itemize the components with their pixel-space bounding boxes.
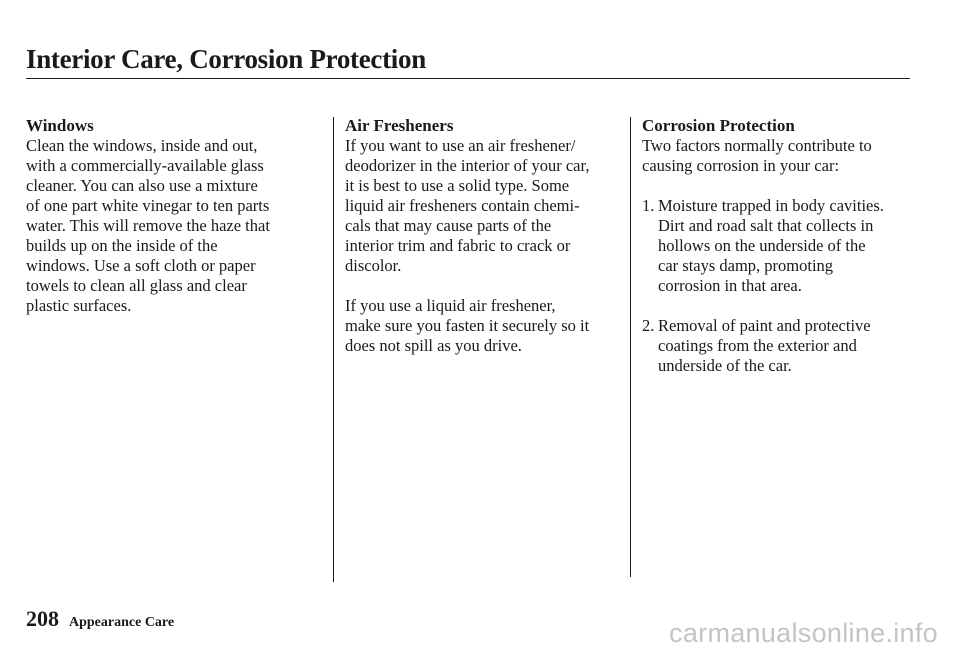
air-fresheners-paragraph-1: If you want to use an air freshener/ deodorizer in the interior of your car, it is best to use a solid type. Some liquid air fresheners contain chemi- cals that may cause parts of the interior trim and fabric to crack or discolor. [345,136,590,275]
corrosion-protection-section [642,115,922,396]
air-fresheners-paragraph-2: If you use a liquid air freshener, make sure you fasten it securely so it does not spill as you drive. [345,296,590,355]
corrosion-factors-list [642,196,922,376]
windows-heading: Windows [26,116,94,135]
title-divider [26,78,910,79]
section-name: Appearance Care [69,615,175,630]
watermark: carmanualsonline.info [669,618,938,648]
list-item [642,196,922,296]
column-divider-1 [333,117,334,582]
list-item-text: Moisture trapped in body cavities. Dirt and road salt that collects in hollows on the underside of the car stays damp, promoting corrosion in that area. [658,196,884,295]
air-fresheners-section [345,115,627,356]
page-footer [26,606,174,632]
column-divider-2 [630,117,631,577]
windows-section [26,115,326,316]
windows-paragraph: Clean the windows, inside and out, with a commercially-available glass cleaner. You can also use a mixture of one part white vinegar to ten parts water. This will remove the haze that builds up on the inside of the windows. Use a soft cloth or paper towels to clean all glass and clear plastic surfaces. [26,136,270,315]
page-title: Interior Care, Corrosion Protection [26,44,426,74]
corrosion-protection-heading: Corrosion Protection [642,116,795,135]
list-item [642,316,922,376]
list-item-text: Removal of paint and protective coatings from the exterior and underside of the car. [658,316,871,375]
list-item-number: 2. [642,316,655,335]
corrosion-intro: Two factors normally contribute to causing corrosion in your car: [642,136,872,175]
page-number: 208 [26,606,59,631]
air-fresheners-heading: Air Fresheners [345,116,454,135]
list-item-number: 1. [642,196,655,215]
